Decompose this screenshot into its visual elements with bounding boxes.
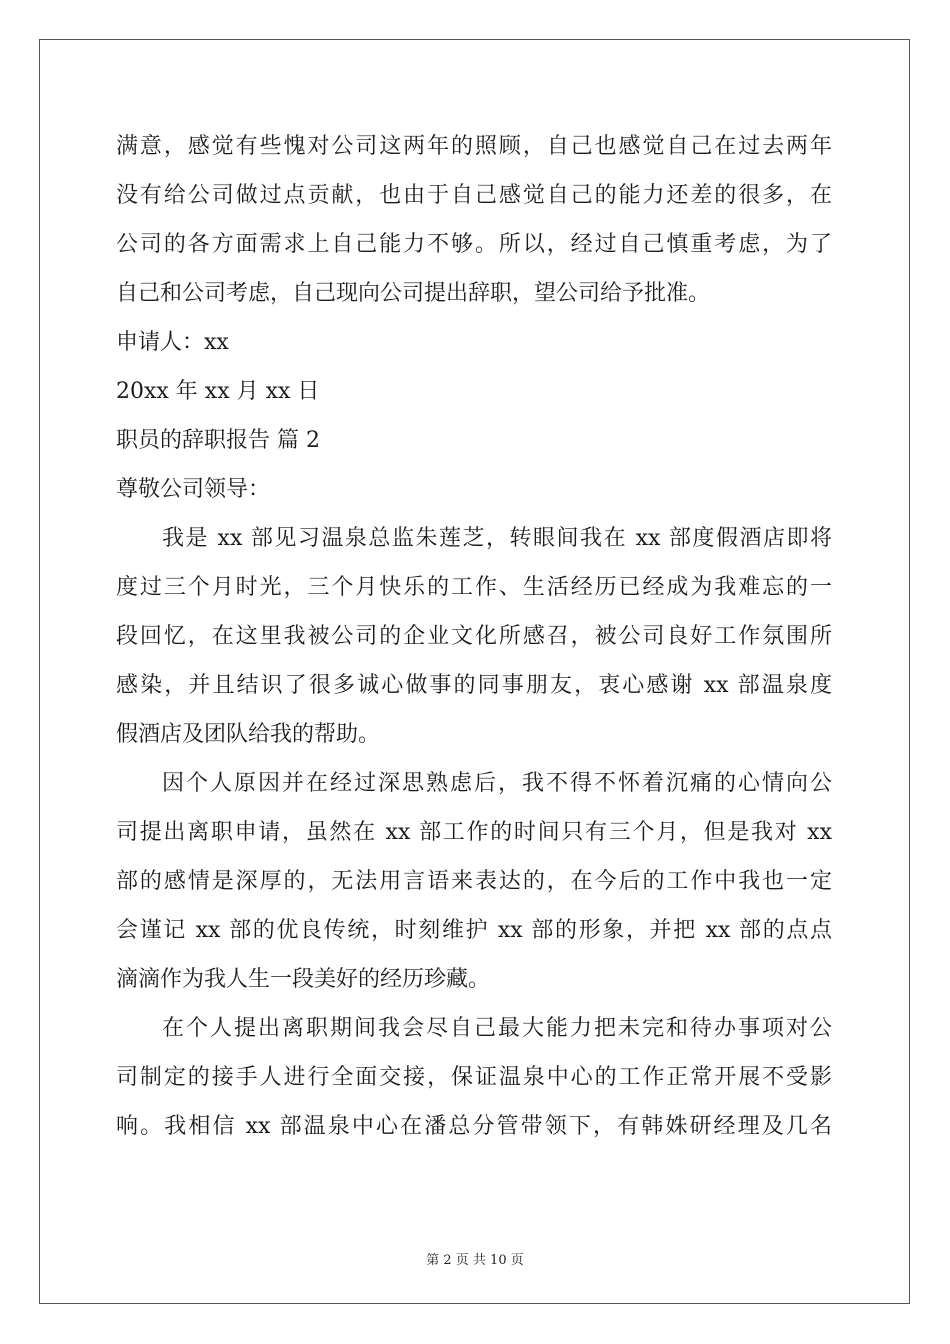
body-line: 我是 xx 部见习温泉总监朱莲芝，转眼间我在 xx 部度假酒店即将 <box>162 526 832 551</box>
body-line: 因个人原因并在经过深思熟虑后，我不得不怀着沉痛的心情向公 <box>162 771 832 796</box>
body-line: 公司的各方面需求上自己能力不够。所以，经过自己慎重考虑，为了 <box>116 232 832 257</box>
body-line: 在个人提出离职期间我会尽自己最大能力把未完和待办事项对公 <box>162 1016 832 1041</box>
body-line: 会谨记 xx 部的优良传统，时刻维护 xx 部的形象，并把 xx 部的点点 <box>116 918 832 943</box>
body-line: 没有给公司做过点贡献，也由于自己感觉自己的能力还差的很多，在 <box>116 183 832 208</box>
body-line: 满意，感觉有些愧对公司这两年的照顾，自己也感觉自己在过去两年 <box>116 134 832 159</box>
body-line: 感染，并且结识了很多诚心做事的同事朋友，衷心感谢 xx 部温泉度 <box>116 673 832 698</box>
body-line: 段回忆，在这里我被公司的企业文化所感召，被公司良好工作氛围所 <box>116 624 832 649</box>
body-line: 假酒店及团队给我的帮助。 <box>116 722 381 747</box>
applicant-line: 申请人：xx <box>116 330 229 355</box>
page-number: 第 2 页 共 10 页 <box>426 1253 524 1268</box>
body-line: 度过三个月时光，三个月快乐的工作、生活经历已经成为我难忘的一 <box>116 575 832 600</box>
body-line: 司制定的接手人进行全面交接，保证温泉中心的工作正常开展不受影 <box>116 1065 832 1090</box>
body-line: 响。我相信 xx 部温泉中心在潘总分管带领下，有韩姝研经理及几名 <box>116 1114 832 1139</box>
date-line: 20xx 年 xx 月 xx 日 <box>116 379 320 404</box>
body-line: 自己和公司考虑，自己现向公司提出辞职，望公司给予批准。 <box>116 281 711 306</box>
body-line: 司提出离职申请，虽然在 xx 部工作的时间只有三个月，但是我对 xx <box>116 820 832 845</box>
body-line: 部的感情是深厚的，无法用言语来表达的，在今后的工作中我也一定 <box>116 869 832 894</box>
body-line: 滴滴作为我人生一段美好的经历珍藏。 <box>116 967 491 992</box>
document-body <box>116 122 832 1151</box>
section-title: 职员的辞职报告 篇 2 <box>116 428 320 453</box>
salutation: 尊敬公司领导： <box>116 477 271 502</box>
